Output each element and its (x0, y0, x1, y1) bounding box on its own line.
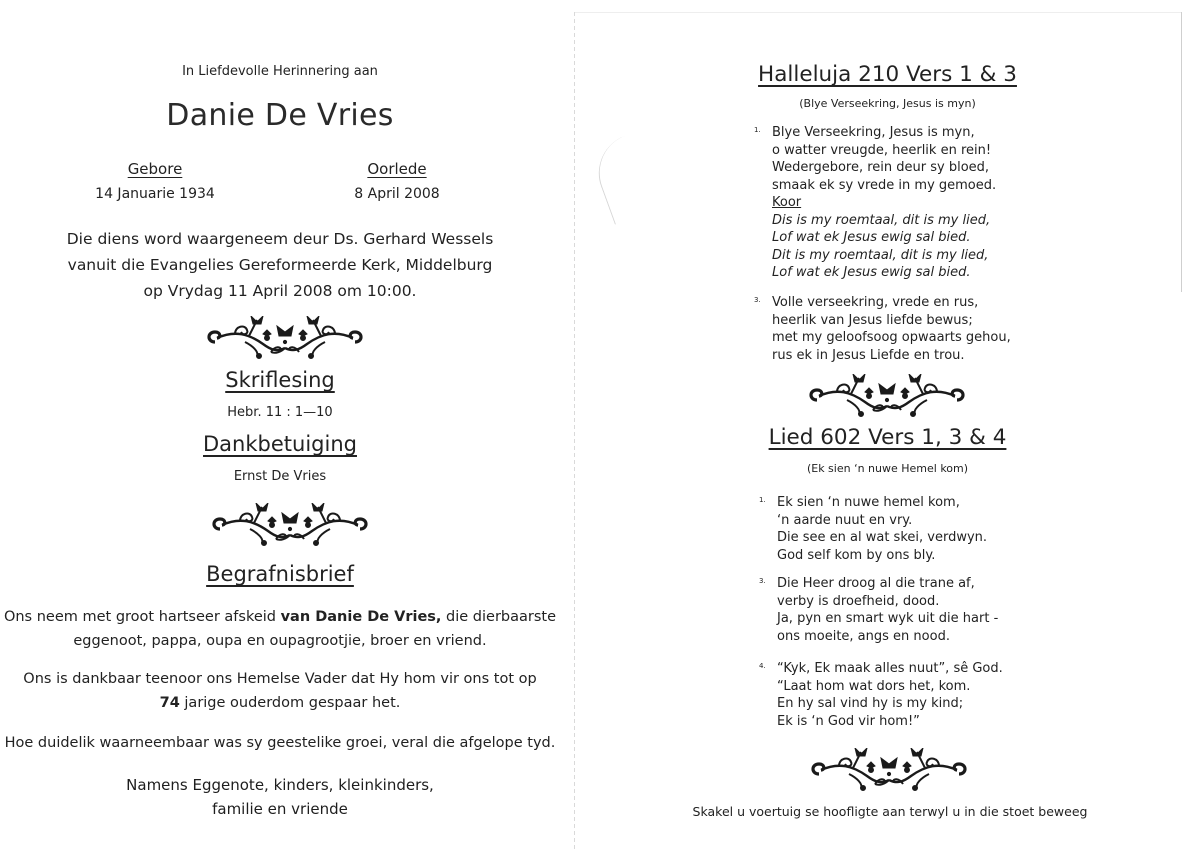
chorus-line: Lof wat ek Jesus ewig sal bied. (772, 265, 971, 280)
verse-line: rus ek in Jesus Liefde en trou. (772, 347, 965, 363)
verse-line: God self kom by ons bly. (777, 547, 936, 563)
letter-title: Begrafnisbrief (206, 562, 354, 586)
chorus-line: Lof wat ek Jesus ewig sal bied. (772, 230, 971, 245)
floral-scroll-ornament-icon (802, 374, 972, 418)
thanks-person: Ernst De Vries (233, 469, 327, 484)
verse-number: 3. (754, 296, 761, 304)
service-line: Die diens word waargeneem deur Ds. Gerhard Wessels (66, 230, 494, 248)
closing-line: Namens Eggenote, kinders, kleinkinders, (126, 776, 434, 794)
hymn2-title-wrap (600, 425, 1175, 450)
verse-line: smaak ek sy vrede in my gemoed. (772, 177, 997, 193)
page-fold-line (574, 12, 575, 852)
letter-paragraph-3: Hoe duidelik waarneembaar was sy geestelike groei, veral die afgelope tyd. (4, 735, 556, 751)
thanks-title: Dankbetuiging (203, 432, 357, 456)
letter-text: eggenoot, pappa, oupa en oupagrootjie, broer en vriend. (73, 633, 487, 649)
born-date: 14 Januarie 1934 (95, 186, 215, 202)
hymn1-verse-1 (754, 124, 997, 282)
scripture-reference: Hebr. 11 : 1—10 (227, 405, 333, 420)
verse-line: Wedergebore, rein deur sy bloed, (772, 160, 990, 175)
verse-line: Ja, pyn en smart wyk uit die hart - (777, 611, 999, 626)
thanks-section (0, 432, 560, 456)
service-details (0, 226, 560, 304)
floral-scroll-ornament-icon (210, 503, 370, 547)
verse-line: ons moeite, angs en nood. (777, 628, 950, 644)
chorus-line: Dis is my roemtaal, dit is my lied, (772, 212, 991, 228)
verse-line: met my geloofsoog opwaarts gehou, (772, 330, 1011, 345)
died-date: 8 April 2008 (354, 186, 440, 202)
floral-scroll-ornament-icon (803, 748, 975, 792)
deceased-name: Danie De Vries (166, 98, 394, 133)
intro-line: In Liefdevolle Herinnering aan (182, 64, 378, 79)
verse-line: “Laat hom wat dors het, kom. (777, 678, 971, 694)
letter-text: Ons neem met groot hartseer afskeid (3, 609, 281, 625)
service-line: op Vrydag 11 April 2008 om 10:00. (143, 282, 417, 300)
verse-line: o watter vreugde, heerlik en rein! (772, 142, 992, 158)
verse-line: Volle verseekring, vrede en rus, (772, 295, 979, 310)
verse-line: Blye Verseekring, Jesus is myn, (772, 125, 975, 140)
letter-paragraph-2 (0, 667, 560, 715)
died-label: Oorlede (367, 160, 427, 178)
letter-text: die dierbaarste (441, 609, 557, 625)
hymn2-title: Lied 602 Vers 1, 3 & 4 (768, 425, 1007, 450)
verse-line: En hy sal vind hy is my kind; (777, 696, 964, 711)
verse-line: verby is droefheid, dood. (777, 593, 940, 609)
verse-line: Ek is ‘n God vir hom!” (777, 713, 920, 729)
verse-line: Die see en al wat skei, verdwyn. (777, 530, 988, 545)
chorus-line: Dit is my roemtaal, dit is my lied, (772, 247, 989, 263)
age-bold: 74 (159, 695, 180, 711)
hymn1-title: Halleluja 210 Vers 1 & 3 (758, 62, 1017, 87)
verse-line: “Kyk, Ek maak alles nuut”, sê God. (777, 661, 1003, 676)
verse-line: heerlik van Jesus liefde bewus; (772, 312, 973, 328)
verse-number: 4. (759, 662, 766, 670)
verse-number: 3. (759, 577, 766, 585)
born-column (35, 160, 275, 202)
letter-name-bold: van Danie De Vries, (280, 609, 442, 625)
floral-scroll-ornament-icon (205, 316, 365, 360)
hymn2-subtitle: (Ek sien ‘n nuwe Hemel kom) (806, 462, 969, 475)
born-label: Gebore (127, 160, 183, 178)
verse-number: 1. (759, 496, 766, 504)
hymn1-verse-3 (754, 294, 1011, 364)
hymn2-verse-1 (759, 494, 988, 564)
hymn1-subtitle: (Blye Verseekring, Jesus is myn) (799, 97, 976, 110)
closing-line: familie en vriende (212, 800, 348, 818)
letter-paragraph-1 (0, 605, 560, 653)
verse-line: Die Heer droog al die trane af, (777, 576, 975, 591)
scripture-title: Skriflesing (225, 368, 335, 392)
verse-number: 1. (754, 126, 761, 134)
scripture-section (0, 368, 560, 392)
letter-text: jarige ouderdom gespaar het. (179, 695, 401, 711)
closing-signature (0, 773, 560, 821)
letter-section (0, 562, 560, 586)
procession-note: Skakel u voertuig se hoofligte aan terwyl u in die stoet beweeg (692, 804, 1088, 819)
hymn2-verse-3 (759, 575, 999, 645)
left-page (0, 0, 560, 849)
hymn2-verse-4 (759, 660, 1003, 730)
right-page (600, 0, 1200, 849)
verse-line: ‘n aarde nuut en vry. (777, 512, 913, 528)
service-line: vanuit die Evangelies Gereformeerde Kerk, Middelburg (67, 256, 493, 274)
chorus-label: Koor (772, 195, 802, 210)
letter-text: Ons is dankbaar teenoor ons Hemelse Vader dat Hy hom vir ons tot op (23, 671, 537, 687)
verse-line: Ek sien ‘n nuwe hemel kom, (777, 495, 960, 510)
hymn1-title-wrap (600, 62, 1175, 87)
died-column (277, 160, 517, 202)
